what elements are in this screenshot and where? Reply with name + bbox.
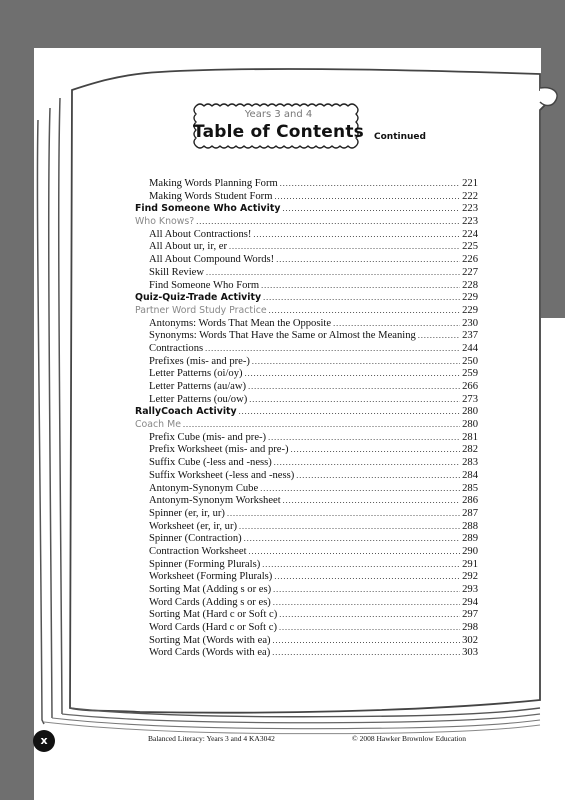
toc-entry [135,559,478,572]
dot-leader [418,330,460,343]
toc-entry-label: Letter Patterns (au/aw) [149,381,247,392]
page-title: Table of Contents [193,122,364,142]
toc-entry-label: Suffix Worksheet (-less and -ness) [149,469,295,481]
toc-page-number: 228 [462,279,478,291]
toc-entry-label: Word Cards (Words with ea) [149,647,271,659]
toc-entry [135,584,478,597]
dot-leader [274,457,460,470]
toc-entry [135,356,478,369]
toc-entry [135,241,478,254]
toc-entry-label: Prefix Worksheet (mis- and pre-) [149,444,289,456]
footer-book-title: Balanced Literacy: Years 3 and 4 KA3042 [148,734,275,743]
toc-entry [135,318,478,331]
toc-page-number: 290 [462,545,478,557]
toc-page-number: 230 [462,317,478,329]
toc-page-number: 250 [462,355,478,367]
dot-leader [296,470,460,483]
toc-entry-label: RallyCoach Activity [135,406,237,418]
dot-leader [283,495,460,508]
toc-entry-label: Word Cards (Adding s or es) [149,596,271,608]
dot-leader [206,267,460,280]
dot-leader [205,343,460,356]
toc-entry-label: All About ur, ir, er [149,241,228,253]
dot-leader [260,483,460,496]
toc-entry-label: All About Contractions! [149,228,252,240]
dot-leader [183,419,460,432]
toc-entry-label: Prefix Cube (mis- and pre-) [149,431,267,443]
toc-entry [135,330,478,343]
toc-page-number: 221 [462,178,478,189]
toc-entry [135,254,478,267]
dot-leader [249,546,461,559]
dot-leader [269,305,460,318]
toc-page-number: 298 [462,622,478,634]
toc-subheading [135,216,478,229]
toc-page-number: 303 [462,647,478,659]
dot-leader [291,444,461,457]
toc-section-heading [135,406,478,419]
dot-leader [244,533,460,546]
dot-leader [273,635,461,648]
toc-entry [135,267,478,280]
toc-entry-label: Antonym-Synonym Worksheet [149,495,281,507]
toc-page-number: 229 [462,304,478,316]
toc-entry [135,280,478,293]
toc-page-number: 289 [462,533,478,545]
toc-subheading [135,419,478,432]
toc-entry-label: Prefixes (mis- and pre-) [149,355,250,367]
toc-entry-label: Spinner (Forming Plurals) [149,558,261,570]
dot-leader [268,432,460,445]
toc-page-number: 225 [462,241,478,253]
dot-leader [272,647,460,660]
toc-page-number: 288 [462,520,478,532]
toc-entry-label: Sorting Mat (Hard c or Soft c) [149,609,278,621]
toc-entry-label: Who Knows? [135,216,195,228]
dot-leader [263,292,460,305]
page-number-badge: x [33,730,55,752]
toc-entry [135,470,478,483]
toc-page-number: 223 [462,216,478,228]
dot-leader [248,381,460,394]
toc-page-number: 226 [462,254,478,266]
table-of-contents-list [135,178,478,660]
dot-leader [227,508,460,521]
toc-entry-label: Partner Word Study Practice [135,304,267,316]
toc-entry [135,191,478,204]
toc-entry [135,178,478,191]
dot-leader [262,559,460,572]
toc-page-number: 273 [462,393,478,405]
toc-page-number: 280 [462,406,478,418]
toc-entry-label: Spinner (Contraction) [149,533,242,545]
dot-leader [229,241,460,254]
dot-leader [196,216,460,229]
toc-entry-label: Sorting Mat (Words with ea) [149,634,271,646]
toc-page-number: 222 [462,190,478,202]
dot-leader [333,318,460,331]
toc-entry [135,609,478,622]
toc-entry [135,546,478,559]
toc-entry [135,381,478,394]
toc-page-number: 297 [462,609,478,621]
toc-entry-label: Coach Me [135,419,181,431]
toc-page-number: 286 [462,495,478,507]
toc-entry [135,508,478,521]
toc-entry [135,521,478,534]
dot-leader [282,203,460,216]
toc-page-number: 281 [462,431,478,443]
toc-entry [135,368,478,381]
toc-page-number: 224 [462,228,478,240]
toc-entry [135,457,478,470]
toc-page-number: 293 [462,584,478,595]
toc-entry-label: Contraction Worksheet [149,545,247,557]
toc-page-number: 291 [462,558,478,570]
dot-leader [249,394,460,407]
toc-entry-label: Skill Review [149,266,205,278]
toc-entry-label: Quiz-Quiz-Trade Activity [135,292,262,304]
toc-entry-label: Contractions [149,342,204,354]
toc-entry-label: Suffix Cube (-less and -ness) [149,457,272,469]
toc-entry-label: Worksheet (er, ir, ur) [149,520,238,532]
toc-entry-label: Sorting Mat (Adding s or es) [149,584,272,595]
toc-entry [135,622,478,635]
toc-entry [135,533,478,546]
toc-entry [135,571,478,584]
dot-leader [280,178,460,191]
toc-entry [135,444,478,457]
toc-entry [135,432,478,445]
years-subtitle: Years 3 and 4 [244,109,313,120]
toc-page-number: 285 [462,482,478,494]
toc-entry [135,229,478,242]
toc-entry [135,495,478,508]
toc-entry-label: Antonyms: Words That Mean the Opposite [149,317,332,329]
toc-section-heading [135,203,478,216]
toc-page-number: 280 [462,419,478,431]
toc-entry-label: Worksheet (Forming Plurals) [149,571,273,583]
dot-leader [261,280,460,293]
toc-page-number: 302 [462,634,478,646]
toc-page-number: 282 [462,444,478,456]
toc-page-number: 237 [462,330,478,342]
toc-entry [135,597,478,610]
dot-leader [245,368,461,381]
toc-entry-label: Antonym-Synonym Cube [149,482,259,494]
continued-label: Continued [374,132,426,142]
toc-entry-label: Word Cards (Hard c or Soft c) [149,622,277,634]
dot-leader [273,597,460,610]
toc-page-number: 283 [462,457,478,469]
toc-page-number: 229 [462,292,478,304]
toc-entry-label: Spinner (er, ir, ur) [149,507,225,519]
toc-entry-label: Making Words Planning Form [149,178,278,189]
dot-leader [279,622,460,635]
toc-entry [135,394,478,407]
toc-entry-label: Letter Patterns (oi/oy) [149,368,243,380]
toc-page-number: 227 [462,266,478,278]
toc-page-number: 287 [462,507,478,519]
toc-entry-label: Find Someone Who Activity [135,203,281,215]
toc-page-number: 223 [462,203,478,215]
footer-copyright: © 2008 Hawker Brownlow Education [352,734,467,743]
dot-leader [239,406,460,419]
toc-entry [135,483,478,496]
dot-leader [276,254,460,267]
toc-entry [135,343,478,356]
toc-page-number: 292 [462,571,478,583]
dot-leader [273,584,460,597]
toc-entry-label: Letter Patterns (ou/ow) [149,393,248,405]
toc-page-number: 266 [462,381,478,392]
dot-leader [239,521,460,534]
toc-page-number: 259 [462,368,478,380]
title-label [191,104,366,152]
toc-entry-label: Find Someone Who Form [149,279,260,291]
toc-entry-label: Making Words Student Form [149,190,273,202]
dot-leader [274,191,460,204]
dot-leader [252,356,460,369]
toc-section-heading [135,292,478,305]
toc-page-number: 244 [462,342,478,354]
toc-entry-label: Synonyms: Words That Have the Same or Almost the Meaning [149,330,416,342]
toc-entry-label: All About Compound Words! [149,254,275,266]
toc-page-number: 284 [462,469,478,481]
dot-leader [253,229,460,242]
toc-subheading [135,305,478,318]
dot-leader [279,609,460,622]
toc-entry [135,647,478,660]
toc-entry [135,635,478,648]
toc-page-number: 294 [462,596,478,608]
dot-leader [274,571,460,584]
